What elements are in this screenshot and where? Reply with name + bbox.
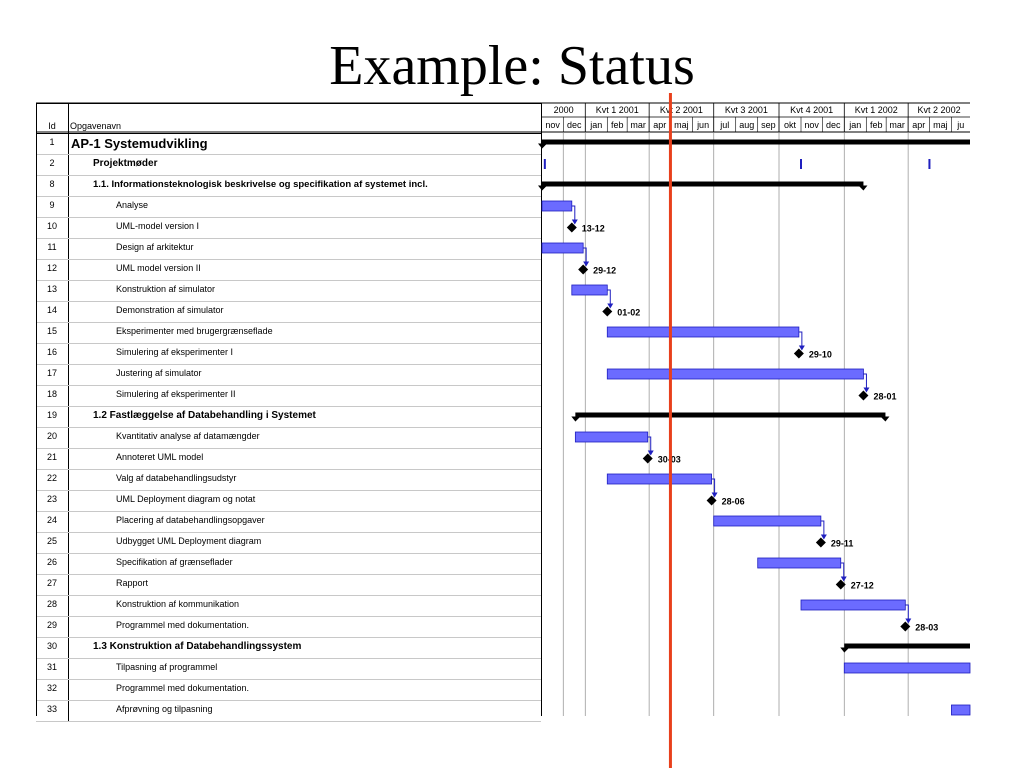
milestone-date-label: 27-12 <box>850 580 874 591</box>
milestone-date-label: 13-12 <box>581 223 605 234</box>
table-row[interactable] <box>36 512 541 533</box>
quarter-label: Kvt 1 2002 <box>854 105 898 115</box>
milestone-date-label: 28-06 <box>721 496 745 507</box>
task-name: Rapport <box>116 578 149 588</box>
dependency-arrowhead <box>607 304 613 309</box>
table-row[interactable] <box>36 239 541 260</box>
summary-cap-left <box>542 186 547 191</box>
task-id: 23 <box>46 494 57 504</box>
task-id: 19 <box>46 410 57 420</box>
task-name: Kvantitativ analyse af datamængder <box>116 431 260 441</box>
table-row[interactable] <box>36 281 541 302</box>
task-id: 12 <box>46 263 57 273</box>
task-name: UML-model version I <box>116 221 200 231</box>
task-name: Afprøvning og tilpasning <box>116 704 213 714</box>
task-bar[interactable] <box>607 369 863 379</box>
task-id: 22 <box>46 473 57 483</box>
table-row[interactable] <box>36 575 541 596</box>
task-bar[interactable] <box>801 600 905 610</box>
task-id: 10 <box>46 221 57 231</box>
milestone-date-label: 28-03 <box>915 622 939 633</box>
quarter-label: 2000 <box>553 105 574 115</box>
summary-cap-left <box>542 144 547 149</box>
month-label: dec <box>567 120 582 130</box>
month-label: mar <box>889 120 905 130</box>
task-id: 24 <box>46 515 57 525</box>
table-row[interactable] <box>36 449 541 470</box>
table-row[interactable] <box>36 344 541 365</box>
task-name: Demonstration af simulator <box>116 305 224 315</box>
task-id: 13 <box>46 284 57 294</box>
task-id: 14 <box>46 305 57 315</box>
dependency-connector <box>712 479 715 494</box>
quarter-label: Kvt 4 2001 <box>790 105 834 115</box>
task-bar[interactable] <box>844 663 970 673</box>
milestone-diamond[interactable] <box>643 454 653 464</box>
month-label: nov <box>545 120 560 130</box>
task-name: Justering af simulator <box>116 368 202 378</box>
task-bar[interactable] <box>607 327 799 337</box>
task-id: 8 <box>49 179 55 189</box>
task-id: 31 <box>46 662 57 672</box>
task-id: 11 <box>47 242 57 252</box>
meeting-mark <box>800 159 802 169</box>
table-row[interactable] <box>36 197 541 218</box>
task-name: Programmel med dokumentation. <box>116 620 250 630</box>
milestone-diamond[interactable] <box>836 580 846 590</box>
month-label: maj <box>674 120 689 130</box>
milestone-diamond[interactable] <box>567 223 577 233</box>
task-id: 26 <box>46 557 57 567</box>
task-name: Analyse <box>116 200 149 210</box>
task-bar[interactable] <box>951 705 970 715</box>
task-name: Udbygget UML Deployment diagram <box>116 536 262 546</box>
milestone-date-label: 30-03 <box>657 454 681 465</box>
milestone-diamond[interactable] <box>858 391 868 401</box>
meeting-mark <box>928 159 930 169</box>
task-name: 1.2 Fastlæggelse af Databehandling i Systemet <box>93 410 316 421</box>
milestone-date-label: 29-12 <box>593 265 617 276</box>
dependency-connector <box>799 332 802 347</box>
slide-title: Example: Status <box>329 35 695 97</box>
milestone-diamond[interactable] <box>816 538 826 548</box>
task-name: Specifikation af grænseflader <box>116 557 233 567</box>
task-id: 32 <box>46 683 57 693</box>
task-id: 33 <box>46 704 57 714</box>
table-row[interactable] <box>36 218 541 239</box>
summary-bar <box>542 182 863 187</box>
summary-bar <box>542 140 970 145</box>
table-row[interactable] <box>36 680 541 701</box>
milestone-date-label: 29-11 <box>830 538 854 549</box>
quarter-label: Kvt 1 2001 <box>595 105 639 115</box>
month-label: jan <box>590 120 603 130</box>
task-id: 1 <box>49 137 55 147</box>
task-table <box>36 103 541 722</box>
id-column-header: Id <box>48 121 56 131</box>
table-row[interactable] <box>36 407 541 428</box>
task-id: 25 <box>46 536 57 546</box>
month-label: nov <box>804 120 819 130</box>
month-label: apr <box>653 120 667 130</box>
task-name: Simulering af eksperimenter II <box>116 389 236 399</box>
task-name: Projektmøder <box>93 158 158 169</box>
dependency-arrowhead <box>841 577 847 582</box>
meeting-mark <box>669 159 671 169</box>
task-name: UML Deployment diagram og notat <box>116 494 256 504</box>
month-label: jun <box>697 120 710 130</box>
summary-cap-right <box>880 417 889 422</box>
quarter-label: Kvt 2 2001 <box>659 105 703 115</box>
task-name: Annoteret UML model <box>116 452 204 462</box>
dependency-arrowhead <box>821 535 827 540</box>
dependency-connector <box>821 521 824 536</box>
month-label: jan <box>849 120 862 130</box>
task-name: Programmel med dokumentation. <box>116 683 250 693</box>
summary-bar <box>844 644 970 649</box>
month-label: dec <box>826 120 841 130</box>
name-column-header: Opgavenavn <box>70 121 122 131</box>
task-bar[interactable] <box>542 243 583 253</box>
dependency-connector <box>583 248 586 263</box>
task-id: 30 <box>46 641 57 651</box>
task-name: UML model version II <box>116 263 201 273</box>
task-name: Valg af databehandlingsudstyr <box>116 473 237 483</box>
summary-cap-right <box>858 186 867 191</box>
table-row[interactable] <box>36 617 541 638</box>
table-row[interactable] <box>36 659 541 680</box>
task-id: 2 <box>49 158 55 168</box>
task-id: 9 <box>49 200 55 210</box>
milestone-diamond[interactable] <box>900 622 910 632</box>
summary-bar <box>575 413 885 418</box>
meeting-mark <box>544 159 546 169</box>
dependency-arrowhead <box>863 388 869 393</box>
milestone-diamond[interactable] <box>794 349 804 359</box>
dependency-arrowhead <box>905 619 911 624</box>
table-row[interactable] <box>36 701 541 722</box>
task-name: Konstruktion af kommunikation <box>116 599 240 609</box>
task-bar[interactable] <box>575 432 647 442</box>
month-label: feb <box>610 120 624 130</box>
dependency-connector <box>841 563 844 578</box>
milestone-date-label: 29-10 <box>808 349 832 360</box>
task-name: AP-1 Systemudvikling <box>71 136 208 151</box>
summary-cap-left <box>844 648 849 653</box>
task-rows <box>36 134 541 722</box>
table-row[interactable] <box>36 365 541 386</box>
task-id: 27 <box>46 578 57 588</box>
month-label: maj <box>933 120 948 130</box>
task-id: 15 <box>46 326 57 336</box>
summary-cap-left <box>840 648 849 653</box>
milestone-date-label: 01-02 <box>617 307 641 318</box>
month-label: mar <box>630 120 646 130</box>
table-row[interactable] <box>36 596 541 617</box>
task-name: Simulering af eksperimenter I <box>116 347 234 357</box>
summary-cap-left <box>571 417 580 422</box>
task-name: Eksperimenter med brugergrænseflade <box>116 326 273 336</box>
dependency-connector <box>863 374 866 389</box>
task-bar[interactable] <box>714 516 821 526</box>
task-id: 20 <box>46 431 57 441</box>
month-label: jul <box>720 120 730 130</box>
task-name: 1.3 Konstruktion af Databehandlingssystem <box>93 641 302 652</box>
table-row[interactable] <box>36 176 541 197</box>
task-name: 1.1. Informationsteknologisk beskrivelse og specifikation af systemet incl. <box>93 179 428 190</box>
task-id: 21 <box>46 452 57 462</box>
task-id: 17 <box>46 368 57 378</box>
task-bar[interactable] <box>758 558 841 568</box>
dependency-connector <box>905 605 908 620</box>
table-row[interactable] <box>36 134 541 155</box>
milestone-date-label: 28-01 <box>873 391 897 402</box>
table-row[interactable] <box>36 470 541 491</box>
task-name: Konstruktion af simulator <box>116 284 216 294</box>
dependency-arrowhead <box>572 220 578 225</box>
table-header <box>36 103 541 134</box>
table-row[interactable] <box>36 386 541 407</box>
task-name: Placering af databehandlingsopgaver <box>116 515 265 525</box>
dependency-arrowhead <box>648 451 654 456</box>
month-label: feb <box>869 120 883 130</box>
month-label: okt <box>783 120 797 130</box>
table-row[interactable] <box>36 260 541 281</box>
month-label: ju <box>957 120 965 130</box>
summary-cap-left <box>575 417 580 422</box>
dependency-connector <box>572 206 575 221</box>
month-label: apr <box>912 120 926 130</box>
milestone-diamond[interactable] <box>602 307 612 317</box>
task-name: Tilpasning af programmel <box>116 662 218 672</box>
table-row[interactable] <box>36 302 541 323</box>
milestone-diamond[interactable] <box>578 265 588 275</box>
milestone-diamond[interactable] <box>707 496 717 506</box>
task-bar[interactable] <box>572 285 607 295</box>
task-id: 18 <box>46 389 57 399</box>
dependency-arrowhead <box>712 493 718 498</box>
dependency-arrowhead <box>583 262 589 267</box>
month-label: sep <box>761 120 776 130</box>
task-bar[interactable] <box>542 201 572 211</box>
task-id: 28 <box>46 599 57 609</box>
table-row[interactable] <box>36 554 541 575</box>
table-row[interactable] <box>36 638 541 659</box>
table-row[interactable] <box>36 533 541 554</box>
table-row[interactable] <box>36 428 541 449</box>
table-row[interactable] <box>36 155 541 176</box>
task-id: 16 <box>46 347 57 357</box>
quarter-label: Kvt 2 2002 <box>917 105 961 115</box>
dependency-connector <box>607 290 610 305</box>
dependency-connector <box>648 437 651 452</box>
task-id: 29 <box>46 620 57 630</box>
quarter-label: Kvt 3 2001 <box>724 105 768 115</box>
table-row[interactable] <box>36 491 541 512</box>
dependency-arrowhead <box>799 346 805 351</box>
task-bar[interactable] <box>607 474 711 484</box>
month-label: aug <box>739 120 755 130</box>
table-row[interactable] <box>36 323 541 344</box>
task-name: Design af arkitektur <box>116 242 194 252</box>
